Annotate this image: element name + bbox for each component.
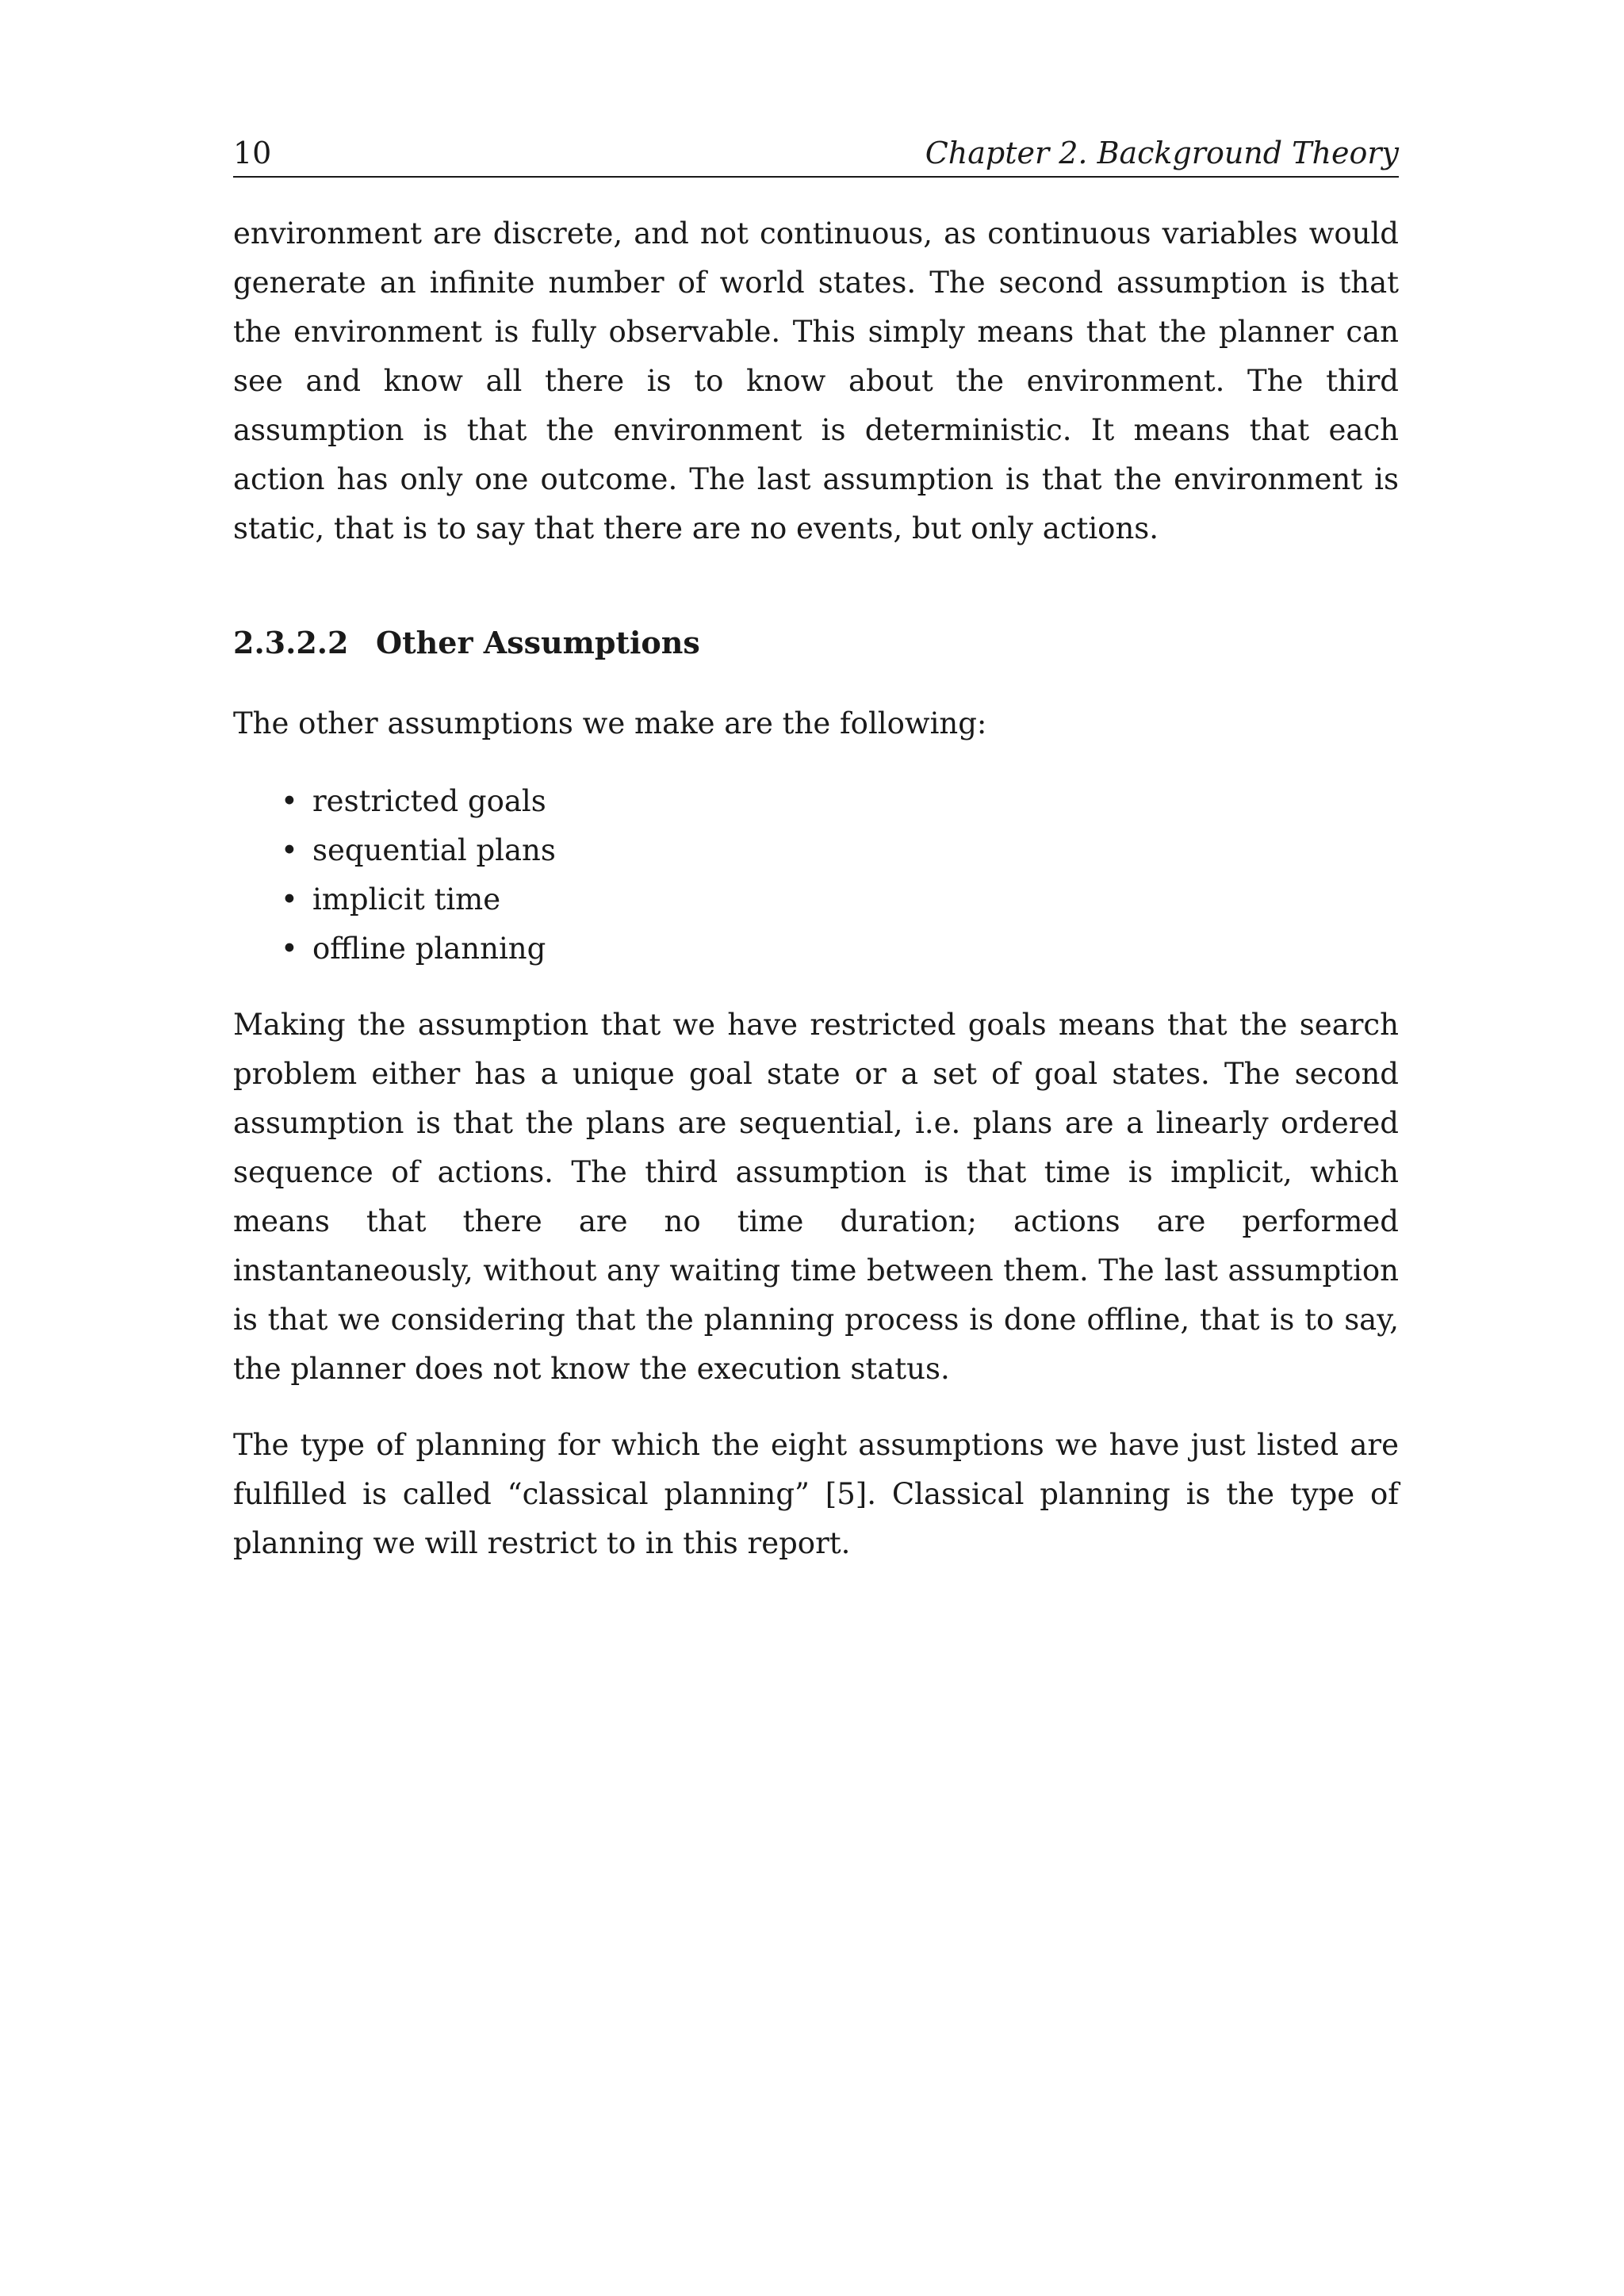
- running-header: [233, 133, 1399, 178]
- assumptions-list: [233, 777, 1399, 974]
- document-page: [233, 133, 1399, 1568]
- paragraph-intro: The other assumptions we make are the following:: [233, 706, 987, 740]
- section-number: 2.3.2.2: [233, 625, 349, 660]
- list-item: [281, 875, 1399, 924]
- section-title: Other Assumptions: [376, 625, 700, 660]
- list-item: [281, 826, 1399, 875]
- page-number: 10: [233, 136, 272, 170]
- bullet-icon: •: [281, 833, 298, 867]
- chapter-title: Chapter 2. Background Theory: [925, 136, 1399, 170]
- list-item: [281, 924, 1399, 974]
- paragraph-other-assumptions: Making the assumption that we have restricted goals means that the search problem either has a unique goal state or a set of goal states. The second assumption is that the plans are sequential, i.e. plans are a linearly ordered sequence of actions. The third assumption is that time is implicit, which means that there are no time duration; actions are performed instantaneously, without any waiting time between them. The last assumption is that we considering that the planning process is done offline, that is to say, the planner does not know the execution status.: [233, 1008, 1399, 1386]
- list-item-text: sequential plans: [312, 833, 556, 867]
- bullet-icon: •: [281, 882, 298, 916]
- paragraph-environment-assumptions: environment are discrete, and not continuous, as continuous variables would generate an infinite number of world states. The second assumption is that the environment is fully observable. This simply means that the planner can see and know all there is to know about the environment. The third assumption is that the environment is deterministic. It means that each action has only one outcome. The last assumption is that the environment is static, that is to say that there are no events, but only actions.: [233, 216, 1399, 545]
- list-item-text: offline planning: [312, 932, 546, 966]
- paragraph-classical-planning: The type of planning for which the eight assumptions we have just listed are fulfilled is called “classical planning” [5]. Classical planning is the type of planning we will restrict to in this report.: [233, 1428, 1399, 1560]
- list-item: [281, 777, 1399, 826]
- section-heading: [233, 618, 1399, 668]
- bullet-icon: •: [281, 784, 298, 818]
- list-item-text: restricted goals: [312, 784, 546, 818]
- bullet-icon: •: [281, 932, 298, 966]
- list-item-text: implicit time: [312, 882, 501, 916]
